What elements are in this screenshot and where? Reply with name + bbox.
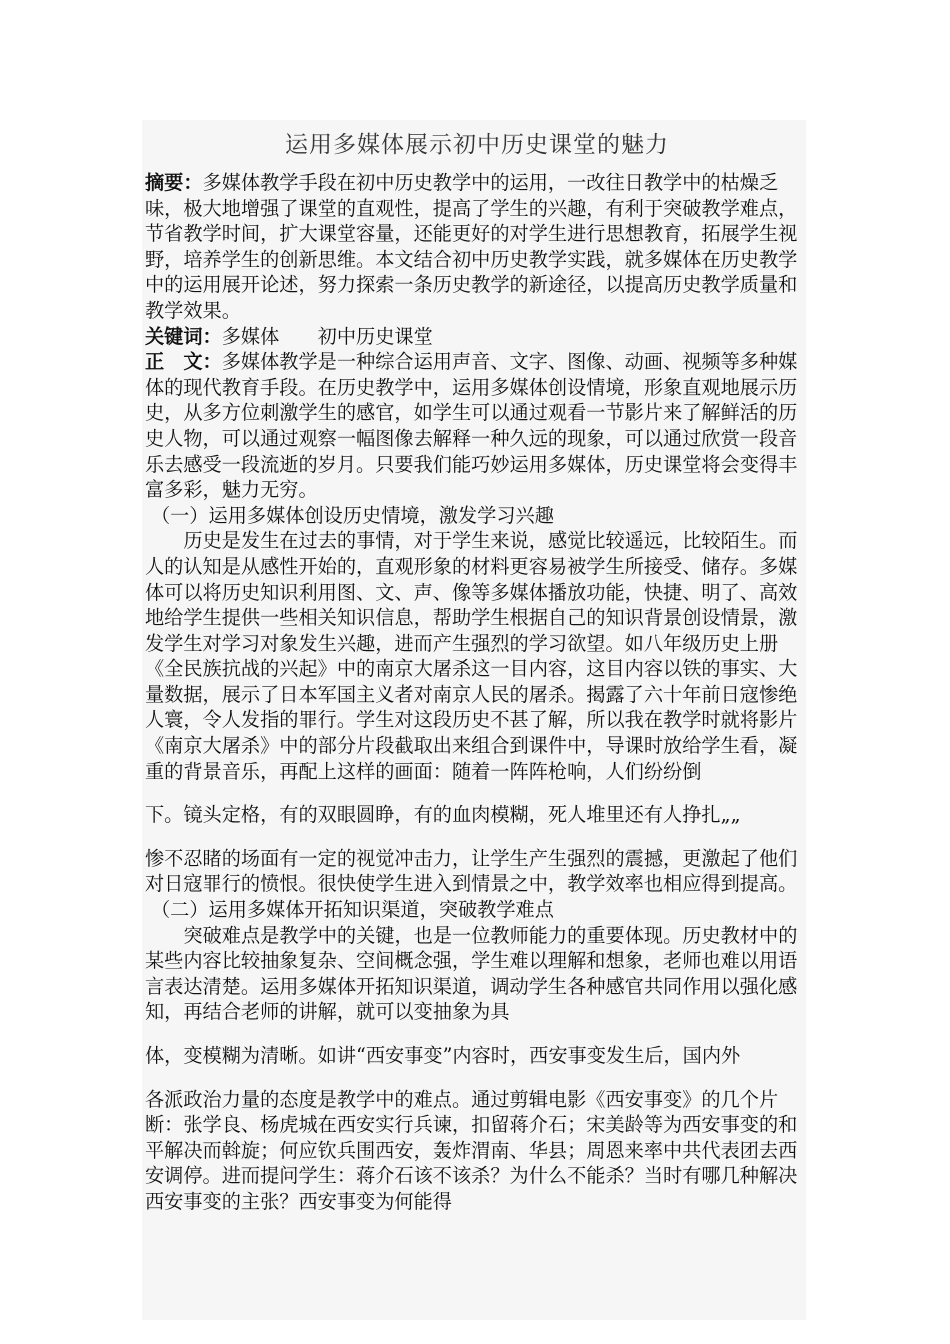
section-1-paragraph-continued: 惨不忍睹的场面有一定的视觉冲击力，让学生产生强烈的震撼，更激起了他们对日寇罪行的愤恨。很快使学生进入到情景之中，教学效率也相应得到提高。 (145, 846, 798, 896)
section-1-paragraph: 历史是发生在过去的事情，对于学生来说，感觉比较遥远，比较陌生。而人的认知是从感性开始的，直观形象的材料更容易被学生所接受、储存。多媒体可以将历史知识利用图、文、声、像等多媒体播放功能，快捷、明了、高效地给学生提供一些相关知识信息，帮助学生根据自己的知识背景创设情景，激发学生对学习对象发生兴趣，进而产生强烈的学习欲望。如八年级历史上册《全民族抗战的兴起》中的南京大屠杀这一目内容，这目内容以铁的事实、大量数据，展示了日本军国主义者对南京人民的屠杀。揭露了六十年前日寇惨绝人寰，令人发指的罪行。学生对这段历史不甚了解，所以我在教学时就将影片《南京大屠杀》中的部分片段截取出来组合到课件中，导课时放给学生看，凝重的背景音乐，再配上这样的画面：随着一阵阵枪响，人们纷纷倒 (145, 529, 798, 783)
body-intro-paragraph (145, 349, 809, 503)
document-body (145, 130, 809, 1215)
keywords-text: 多媒体 初中历史课堂 (221, 324, 433, 348)
keywords-label: 关键词： (145, 324, 222, 348)
abstract-paragraph (145, 170, 809, 324)
section-2-paragraph-continued: 各派政治力量的态度是教学中的难点。通过剪辑电影《西安事变》的几个片断：张学良、杨虎城在西安实行兵谏，扣留蒋介石；宋美龄等为西安事变的和平解决而斡旋；何应钦兵围西安，轰炸渭南、华县；周恩来率中共代表团去西安调停。进而提问学生：蒋介石该不该杀？为什么不能杀？当时有哪几种解决西安事变的主张？西安事变为何能得 (145, 1087, 798, 1213)
abstract-label: 摘要： (145, 171, 203, 194)
abstract-text: 多媒体教学手段在初中历史教学中的运用，一改往日教学中的枯燥乏味，极大地增强了课堂的直观性，提高了学生的兴趣，有利于突破教学难点，节省教学时间，扩大课堂容量，还能更好的对学生进行思想教育，拓展学生视野，培养学生的创新思维。本文结合初中历史教学实践，就多媒体在历史教学中的运用展开论述，努力探索一条历史教学的新途径，以提高历史教学质量和教学效果。 (145, 171, 798, 322)
section-2-line: 体，变模糊为清晰。如讲“西安事变”内容时，西安事变发生后，国内外 (145, 1044, 741, 1067)
body-intro-text: 多媒体教学是一种综合运用声音、文字、图像、动画、视频等多种媒体的现代教育手段。在历史教学中，运用多媒体创设情境，形象直观地展示历史，从多方位刺激学生的感官，如学生可以通过观看一节影片来了解鲜活的历史人物，可以通过观察一幅图像去解释一种久远的现象，可以通过欣赏一段音乐去感受一段流逝的岁月。只要我们能巧妙运用多媒体，历史课堂将会变得丰富多彩，魅力无穷。 (145, 350, 798, 502)
keywords-paragraph (145, 324, 809, 350)
document-title: 运用多媒体展示初中历史课堂的魅力 (285, 132, 669, 158)
section-1-heading: （一）运用多媒体创设历史情境，激发学习兴趣 (151, 503, 554, 527)
section-1-line: 下。镜头定格，有的双眼圆睁，有的血肉模糊，死人堆里还有人挣扎„„ (145, 803, 741, 827)
section-2-paragraph: 突破难点是教学中的关键，也是一位教师能力的重要体现。历史教材中的某些内容比较抽象复杂、空间概念强，学生难以理解和想象，老师也难以用语言表达清楚。运用多媒体开拓知识渠道，调动学生各种感官共同作用以强化感知，再结合老师的讲解，就可以变抽象为具 (145, 923, 798, 1024)
body-label: 正 文： (145, 350, 222, 374)
section-2-heading: （二）运用多媒体开拓知识渠道，突破教学难点 (151, 898, 554, 922)
